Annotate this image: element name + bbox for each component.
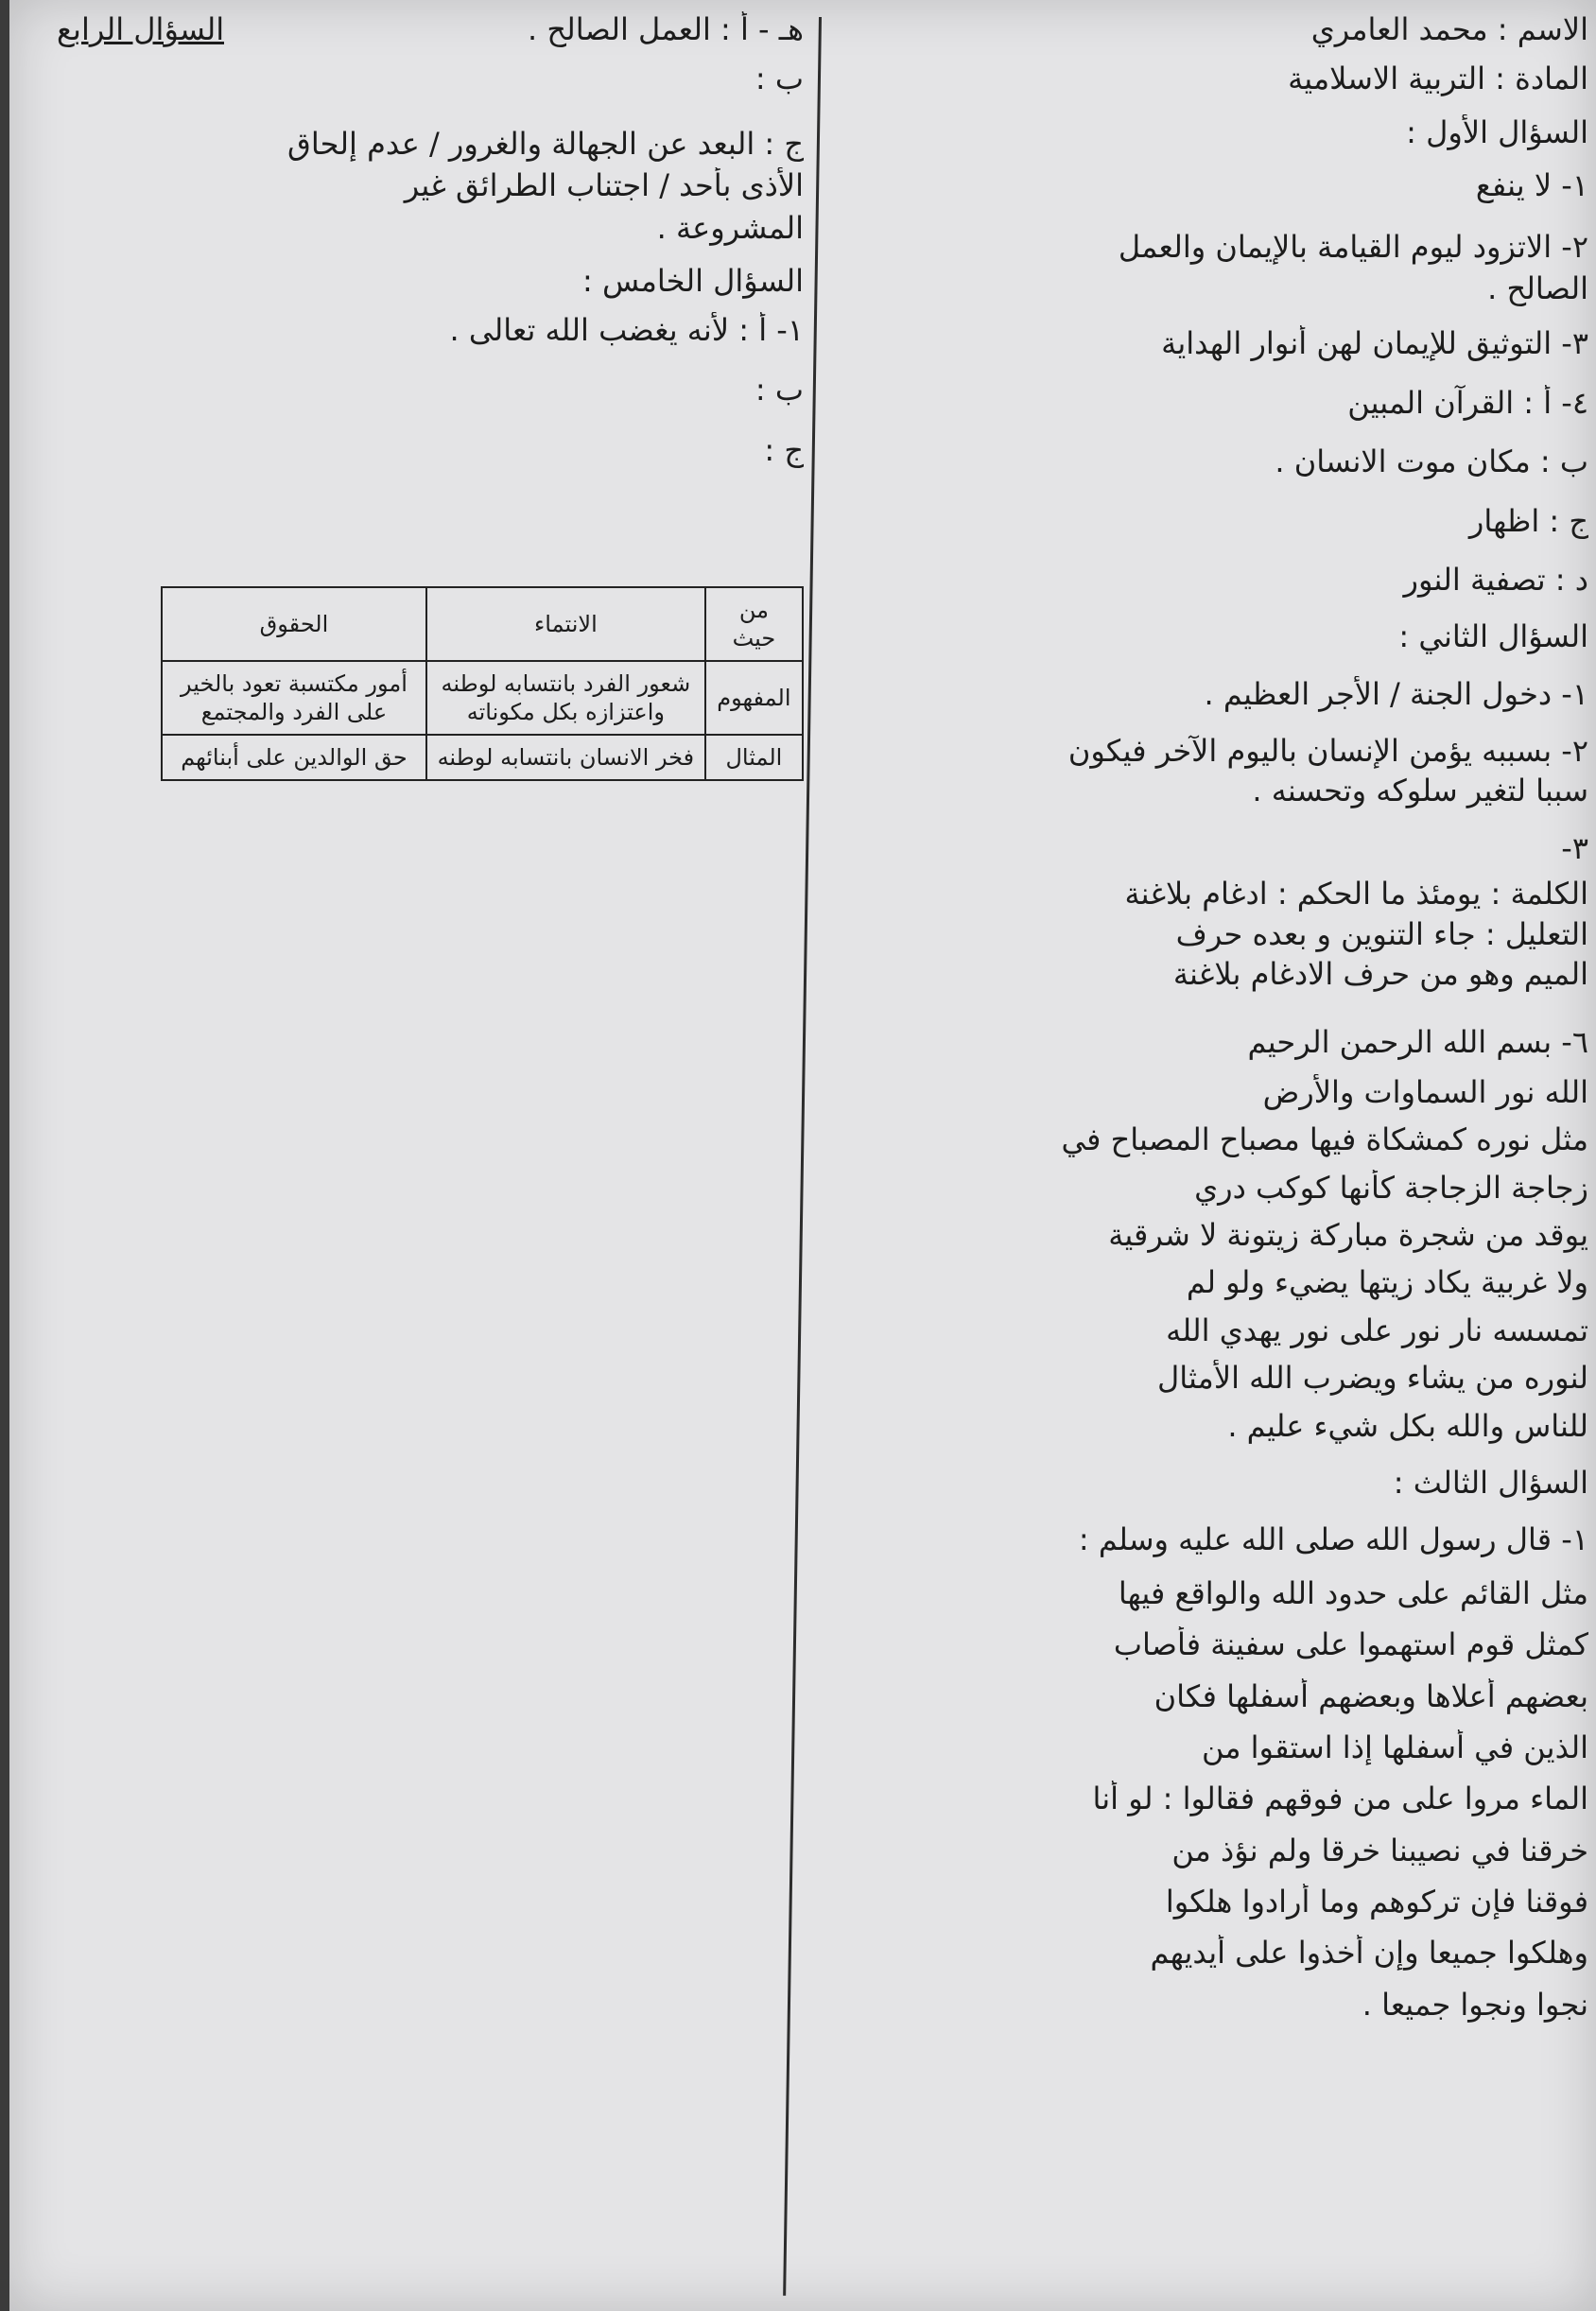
table-cell: حق الوالدين على أبنائهم bbox=[162, 735, 426, 780]
quran-verse-line: ٦- بسم الله الرحمن الرحيم bbox=[1247, 1024, 1588, 1061]
question-5-heading: السؤال الخامس : bbox=[582, 262, 804, 299]
question-2-heading: السؤال الثاني : bbox=[1398, 618, 1588, 655]
hadith-line: بعضهم أعلاها وبعضهم أسفلها فكان bbox=[1154, 1677, 1588, 1714]
answer-line: هـ - أ : العمل الصالح . bbox=[527, 11, 804, 47]
answer-line: ج : bbox=[764, 432, 804, 469]
answer-line: الميم وهو من حرف الادغام بلاغنة bbox=[1172, 956, 1588, 993]
hadith-line: خرقنا في نصيبنا خرقا ولم نؤذ من bbox=[1171, 1832, 1588, 1868]
table-header-cell: الانتماء bbox=[426, 587, 705, 661]
comparison-table-wrapper bbox=[161, 586, 804, 781]
subject-line: المادة : التربية الاسلامية bbox=[1288, 61, 1588, 97]
quran-verse-line: مثل نوره كمشكاة فيها مصباح المصباح في bbox=[1061, 1121, 1588, 1158]
question-3-heading: السؤال الثالث : bbox=[1393, 1464, 1588, 1501]
answer-line: سببا لتغير سلوكه وتحسنه . bbox=[1252, 773, 1588, 809]
answer-line: ٣- bbox=[1561, 829, 1588, 866]
quran-verse-line: يوقد من شجرة مباركة زيتونة لا شرقية bbox=[1108, 1216, 1588, 1253]
answer-line: ١- لا ينفع bbox=[1475, 167, 1588, 204]
hadith-line: الذين في أسفلها إذا استقوا من bbox=[1201, 1729, 1588, 1765]
quran-verse-line: الله نور السماوات والأرض bbox=[1262, 1073, 1588, 1110]
right-answer-column bbox=[832, 11, 1588, 2023]
question-4-heading: السؤال الرابع bbox=[57, 11, 225, 47]
answer-line: ٢- الاتزود ليوم القيامة بالإيمان والعمل bbox=[1118, 228, 1588, 265]
answer-line: الصالح . bbox=[1487, 269, 1588, 306]
answer-line: ج : اظهار bbox=[1468, 502, 1588, 539]
table-cell: شعور الفرد بانتسابه لوطنه واعتزازه بكل مكوناته bbox=[426, 661, 705, 735]
quran-verse-line: للناس والله بكل شيء عليم . bbox=[1227, 1407, 1588, 1444]
hadith-line: فوقنا فإن تركوهم وما أرادوا هلكوا bbox=[1165, 1884, 1588, 1920]
table-header-cell: من حيث bbox=[705, 587, 803, 661]
answer-line: ١- أ : لأنه يغضب الله تعالى . bbox=[449, 312, 804, 349]
hadith-line: نجوا ونجوا جميعا . bbox=[1362, 1986, 1588, 2023]
quran-verse-line: زجاجة الزجاجة كأنها كوكب دري bbox=[1194, 1169, 1588, 1206]
table-header-row bbox=[162, 587, 803, 661]
hadith-line: مثل القائم على حدود الله والواقع فيها bbox=[1118, 1574, 1588, 1611]
student-name: الاسم : محمد العامري bbox=[1310, 11, 1588, 47]
answer-line: ج : البعد عن الجهالة والغرور / عدم إلحاق bbox=[287, 125, 804, 162]
table-cell: المثال bbox=[705, 735, 803, 780]
answer-line: الكلمة : يومئذ ما الحكم : ادغام بلاغنة bbox=[1124, 876, 1588, 912]
answer-line: ٢- بسببه يؤمن الإنسان باليوم الآخر فيكون bbox=[1067, 733, 1588, 770]
table-header-cell: الحقوق bbox=[162, 587, 426, 661]
answer-line: ب : bbox=[755, 61, 804, 97]
hadith-line: كمثل قوم استهموا على سفينة فأصاب bbox=[1113, 1626, 1588, 1663]
answer-line: ٤- أ : القرآن المبين bbox=[1347, 384, 1588, 421]
answer-line: الأذى بأحد / اجتناب الطرائق غير bbox=[404, 167, 804, 204]
table-cell: أمور مكتسبة تعود بالخير على الفرد والمجتمع bbox=[162, 661, 426, 735]
table-cell: المفهوم bbox=[705, 661, 803, 735]
answer-line: د : تصفية النور bbox=[1403, 561, 1588, 598]
quran-verse-line: تمسسه نار نور على نور يهدي الله bbox=[1166, 1312, 1588, 1348]
answer-line: ب : مكان موت الانسان . bbox=[1275, 443, 1588, 480]
quran-verse-line: لنوره من يشاء ويضرب الله الأمثال bbox=[1157, 1360, 1588, 1397]
answer-line: ٣- التوثيق للإيمان لهن أنوار الهداية bbox=[1161, 325, 1588, 362]
left-answer-column bbox=[57, 11, 804, 469]
hadith-line: وهلكوا جميعا وإن أخذوا على أيديهم bbox=[1150, 1935, 1588, 1972]
answer-line: ١- دخول الجنة / الأجر العظيم . bbox=[1204, 675, 1588, 712]
answer-line: المشروعة . bbox=[656, 209, 804, 246]
table-cell: فخر الانسان بانتسابه لوطنه bbox=[426, 735, 705, 780]
question-1-heading: السؤال الأول : bbox=[1406, 113, 1588, 150]
quran-verse-line: ولا غربية يكاد زيتها يضيء ولو لم bbox=[1186, 1264, 1588, 1301]
exam-paper bbox=[9, 0, 1596, 2311]
table-row bbox=[162, 661, 803, 735]
hadith-line: ١- قال رسول الله صلى الله عليه وسلم : bbox=[1078, 1521, 1588, 1558]
comparison-table bbox=[161, 586, 804, 781]
table-row bbox=[162, 735, 803, 780]
hadith-line: الماء مروا على من فوقهم فقالوا : لو أنا bbox=[1092, 1781, 1588, 1817]
left-header-row bbox=[57, 11, 804, 47]
answer-line: التعليل : جاء التنوين و بعده حرف bbox=[1175, 915, 1588, 952]
answer-line: ب : bbox=[755, 371, 804, 408]
